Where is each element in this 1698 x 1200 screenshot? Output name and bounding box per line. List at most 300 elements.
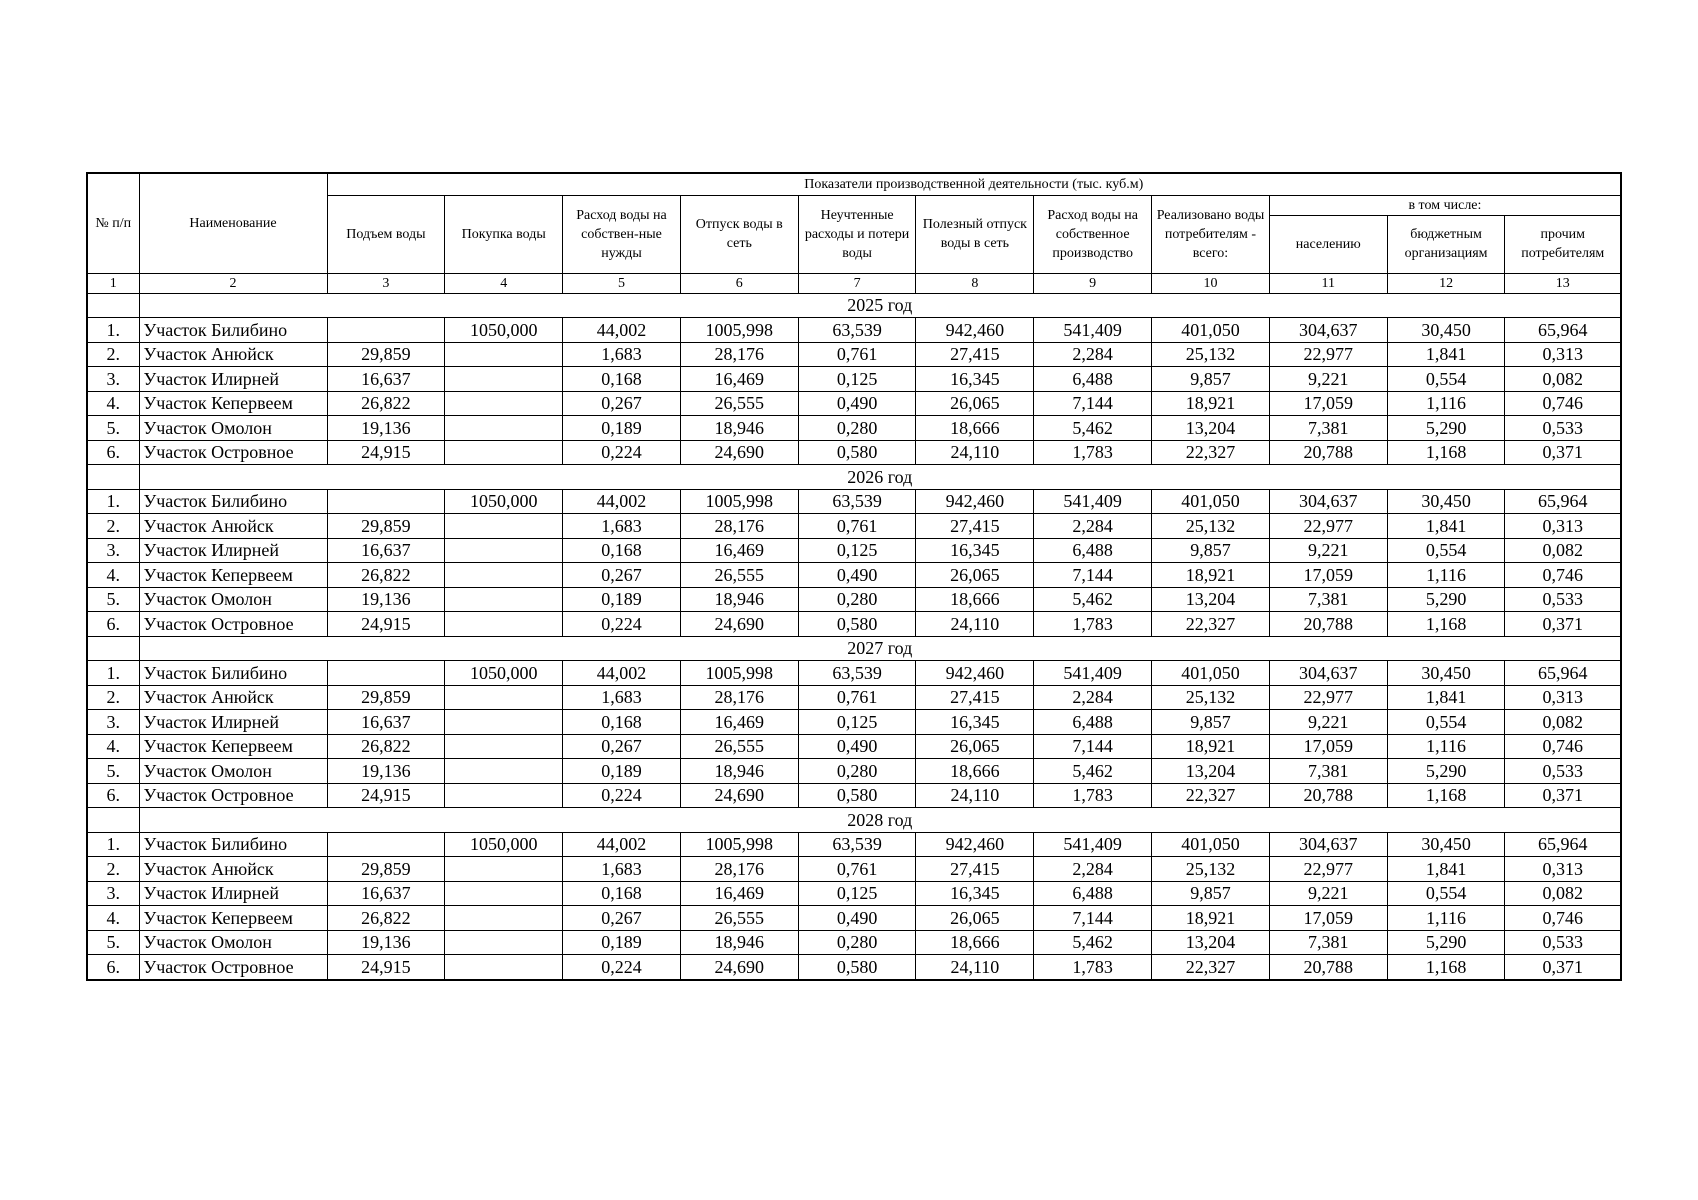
value-cell: 22,977 xyxy=(1269,514,1387,539)
value-cell: 5,290 xyxy=(1387,759,1505,784)
value-cell: 44,002 xyxy=(563,489,681,514)
value-cell: 0,168 xyxy=(563,538,681,563)
value-cell: 6,488 xyxy=(1034,710,1152,735)
site-name: Участок Омолон xyxy=(139,930,327,955)
header-name: Наименование xyxy=(139,173,327,273)
value-cell xyxy=(445,710,563,735)
value-cell: 24,915 xyxy=(327,612,445,637)
row-number: 3. xyxy=(87,881,139,906)
value-cell: 0,533 xyxy=(1505,930,1621,955)
value-cell: 1,168 xyxy=(1387,783,1505,808)
value-cell: 24,915 xyxy=(327,955,445,980)
value-cell: 1,841 xyxy=(1387,342,1505,367)
value-cell: 5,290 xyxy=(1387,930,1505,955)
value-cell: 18,946 xyxy=(680,416,798,441)
row-number: 2. xyxy=(87,514,139,539)
row-number: 1. xyxy=(87,318,139,343)
site-name: Участок Анюйск xyxy=(139,342,327,367)
header-col-6: Отпуск воды в сеть xyxy=(680,195,798,273)
table-row xyxy=(87,440,1621,465)
value-cell xyxy=(327,489,445,514)
value-cell: 942,460 xyxy=(916,661,1034,686)
value-cell: 65,964 xyxy=(1505,832,1621,857)
value-cell xyxy=(445,563,563,588)
table-row xyxy=(87,685,1621,710)
value-cell: 0,371 xyxy=(1505,612,1621,637)
value-cell: 0,280 xyxy=(798,416,916,441)
year-row xyxy=(87,808,1621,833)
row-number: 3. xyxy=(87,710,139,735)
value-cell: 0,554 xyxy=(1387,538,1505,563)
row-number: 6. xyxy=(87,955,139,980)
value-cell: 13,204 xyxy=(1152,587,1270,612)
value-cell: 16,637 xyxy=(327,881,445,906)
row-number: 1. xyxy=(87,832,139,857)
table-row xyxy=(87,489,1621,514)
column-number: 11 xyxy=(1269,273,1387,293)
value-cell: 24,110 xyxy=(916,612,1034,637)
value-cell: 1,116 xyxy=(1387,906,1505,931)
row-number: 5. xyxy=(87,759,139,784)
table-row xyxy=(87,514,1621,539)
value-cell: 17,059 xyxy=(1269,734,1387,759)
value-cell: 22,977 xyxy=(1269,685,1387,710)
row-number: 2. xyxy=(87,685,139,710)
value-cell: 28,176 xyxy=(680,514,798,539)
year-label: 2026 год xyxy=(139,465,1621,490)
value-cell: 44,002 xyxy=(563,318,681,343)
value-cell: 22,327 xyxy=(1152,440,1270,465)
value-cell: 7,381 xyxy=(1269,587,1387,612)
site-name: Участок Билибино xyxy=(139,832,327,857)
table-row xyxy=(87,710,1621,735)
value-cell: 0,746 xyxy=(1505,563,1621,588)
value-cell xyxy=(445,734,563,759)
value-cell: 0,125 xyxy=(798,710,916,735)
value-cell: 5,290 xyxy=(1387,416,1505,441)
value-cell: 16,345 xyxy=(916,538,1034,563)
value-cell: 6,488 xyxy=(1034,881,1152,906)
value-cell: 0,554 xyxy=(1387,710,1505,735)
value-cell: 0,371 xyxy=(1505,783,1621,808)
value-cell: 25,132 xyxy=(1152,857,1270,882)
value-cell xyxy=(445,514,563,539)
column-number: 6 xyxy=(680,273,798,293)
value-cell: 0,313 xyxy=(1505,342,1621,367)
header-col-4: Покупка воды xyxy=(445,195,563,273)
row-number: 5. xyxy=(87,416,139,441)
value-cell: 24,690 xyxy=(680,955,798,980)
value-cell: 0,189 xyxy=(563,759,681,784)
site-name: Участок Омолон xyxy=(139,759,327,784)
header-col-5: Расход воды на собствен-ные нужды xyxy=(563,195,681,273)
value-cell: 2,284 xyxy=(1034,857,1152,882)
year-row-spacer xyxy=(87,465,139,490)
table-row xyxy=(87,367,1621,392)
value-cell: 9,857 xyxy=(1152,881,1270,906)
value-cell: 24,915 xyxy=(327,440,445,465)
value-cell: 0,761 xyxy=(798,514,916,539)
value-cell: 1,683 xyxy=(563,685,681,710)
value-cell: 44,002 xyxy=(563,661,681,686)
value-cell: 1,841 xyxy=(1387,514,1505,539)
value-cell: 9,221 xyxy=(1269,367,1387,392)
value-cell: 65,964 xyxy=(1505,661,1621,686)
header-col-3: Подъем воды xyxy=(327,195,445,273)
value-cell: 0,267 xyxy=(563,906,681,931)
value-cell: 16,637 xyxy=(327,367,445,392)
value-cell: 0,125 xyxy=(798,881,916,906)
value-cell: 1,783 xyxy=(1034,955,1152,980)
value-cell: 17,059 xyxy=(1269,391,1387,416)
value-cell: 0,313 xyxy=(1505,514,1621,539)
value-cell: 16,469 xyxy=(680,881,798,906)
value-cell: 6,488 xyxy=(1034,538,1152,563)
value-cell: 18,946 xyxy=(680,930,798,955)
value-cell: 942,460 xyxy=(916,832,1034,857)
value-cell xyxy=(445,612,563,637)
value-cell: 24,690 xyxy=(680,612,798,637)
value-cell: 5,462 xyxy=(1034,930,1152,955)
value-cell: 1,168 xyxy=(1387,612,1505,637)
column-number: 1 xyxy=(87,273,139,293)
row-number: 6. xyxy=(87,783,139,808)
value-cell: 0,746 xyxy=(1505,734,1621,759)
value-cell: 0,554 xyxy=(1387,367,1505,392)
value-cell: 7,381 xyxy=(1269,416,1387,441)
row-number: 1. xyxy=(87,489,139,514)
column-number: 3 xyxy=(327,273,445,293)
column-number-row xyxy=(87,273,1621,293)
value-cell: 942,460 xyxy=(916,318,1034,343)
year-label: 2027 год xyxy=(139,636,1621,661)
value-cell: 29,859 xyxy=(327,685,445,710)
production-indicators-table xyxy=(86,172,1622,981)
value-cell: 24,110 xyxy=(916,955,1034,980)
value-cell xyxy=(445,955,563,980)
table-row xyxy=(87,881,1621,906)
value-cell: 9,857 xyxy=(1152,710,1270,735)
value-cell: 13,204 xyxy=(1152,416,1270,441)
year-label: 2028 год xyxy=(139,808,1621,833)
value-cell: 26,065 xyxy=(916,734,1034,759)
header-num: № п/п xyxy=(87,173,139,273)
site-name: Участок Илирней xyxy=(139,710,327,735)
table-header xyxy=(87,173,1621,293)
value-cell: 30,450 xyxy=(1387,318,1505,343)
value-cell: 63,539 xyxy=(798,489,916,514)
table-body xyxy=(87,293,1621,980)
value-cell: 26,555 xyxy=(680,906,798,931)
value-cell: 401,050 xyxy=(1152,661,1270,686)
site-name: Участок Илирней xyxy=(139,367,327,392)
table-row xyxy=(87,857,1621,882)
value-cell: 1,168 xyxy=(1387,955,1505,980)
value-cell: 0,082 xyxy=(1505,538,1621,563)
header-col-10: Реализовано воды потребителям - всего: xyxy=(1152,195,1270,273)
value-cell xyxy=(445,685,563,710)
value-cell: 0,313 xyxy=(1505,857,1621,882)
value-cell: 27,415 xyxy=(916,514,1034,539)
value-cell: 6,488 xyxy=(1034,367,1152,392)
value-cell: 1005,998 xyxy=(680,489,798,514)
value-cell: 0,580 xyxy=(798,612,916,637)
table-row xyxy=(87,391,1621,416)
value-cell: 20,788 xyxy=(1269,440,1387,465)
value-cell: 65,964 xyxy=(1505,489,1621,514)
header-col-13: прочим потребителям xyxy=(1505,215,1621,273)
value-cell: 1,841 xyxy=(1387,685,1505,710)
value-cell: 1050,000 xyxy=(445,832,563,857)
row-number: 2. xyxy=(87,342,139,367)
site-name: Участок Кепервеем xyxy=(139,906,327,931)
value-cell xyxy=(327,661,445,686)
value-cell: 18,666 xyxy=(916,759,1034,784)
value-cell: 26,822 xyxy=(327,906,445,931)
table-row xyxy=(87,930,1621,955)
value-cell: 16,469 xyxy=(680,538,798,563)
column-number: 5 xyxy=(563,273,681,293)
value-cell: 0,082 xyxy=(1505,881,1621,906)
value-cell: 0,267 xyxy=(563,563,681,588)
value-cell: 0,490 xyxy=(798,734,916,759)
value-cell: 20,788 xyxy=(1269,612,1387,637)
value-cell xyxy=(445,587,563,612)
table-row xyxy=(87,759,1621,784)
value-cell: 0,168 xyxy=(563,710,681,735)
value-cell xyxy=(445,759,563,784)
value-cell: 20,788 xyxy=(1269,955,1387,980)
value-cell xyxy=(445,416,563,441)
value-cell: 65,964 xyxy=(1505,318,1621,343)
value-cell: 9,221 xyxy=(1269,538,1387,563)
value-cell: 18,666 xyxy=(916,416,1034,441)
value-cell xyxy=(445,857,563,882)
value-cell: 1050,000 xyxy=(445,661,563,686)
site-name: Участок Кепервеем xyxy=(139,391,327,416)
value-cell: 0,224 xyxy=(563,783,681,808)
value-cell: 0,371 xyxy=(1505,440,1621,465)
year-row xyxy=(87,293,1621,318)
value-cell: 1005,998 xyxy=(680,318,798,343)
value-cell: 0,189 xyxy=(563,587,681,612)
value-cell: 25,132 xyxy=(1152,342,1270,367)
value-cell: 0,189 xyxy=(563,930,681,955)
site-name: Участок Билибино xyxy=(139,489,327,514)
header-col-12: бюджетным организациям xyxy=(1387,215,1505,273)
value-cell: 27,415 xyxy=(916,857,1034,882)
value-cell: 541,409 xyxy=(1034,832,1152,857)
column-number: 8 xyxy=(916,273,1034,293)
value-cell: 1,683 xyxy=(563,857,681,882)
value-cell: 0,168 xyxy=(563,881,681,906)
value-cell: 1,168 xyxy=(1387,440,1505,465)
table-row xyxy=(87,318,1621,343)
value-cell: 541,409 xyxy=(1034,661,1152,686)
value-cell: 1005,998 xyxy=(680,832,798,857)
value-cell: 0,280 xyxy=(798,759,916,784)
value-cell: 19,136 xyxy=(327,759,445,784)
value-cell: 1,783 xyxy=(1034,783,1152,808)
row-number: 6. xyxy=(87,440,139,465)
value-cell: 0,189 xyxy=(563,416,681,441)
value-cell: 29,859 xyxy=(327,857,445,882)
site-name: Участок Островное xyxy=(139,612,327,637)
value-cell: 27,415 xyxy=(916,685,1034,710)
value-cell xyxy=(445,881,563,906)
value-cell: 26,555 xyxy=(680,391,798,416)
value-cell: 16,637 xyxy=(327,710,445,735)
value-cell: 0,082 xyxy=(1505,710,1621,735)
value-cell: 18,921 xyxy=(1152,734,1270,759)
value-cell: 0,280 xyxy=(798,930,916,955)
year-row-spacer xyxy=(87,636,139,661)
site-name: Участок Островное xyxy=(139,783,327,808)
value-cell: 1,116 xyxy=(1387,563,1505,588)
site-name: Участок Илирней xyxy=(139,538,327,563)
value-cell: 30,450 xyxy=(1387,661,1505,686)
value-cell: 20,788 xyxy=(1269,783,1387,808)
column-number: 9 xyxy=(1034,273,1152,293)
value-cell: 22,327 xyxy=(1152,612,1270,637)
header-subgroup-title: в том числе: xyxy=(1269,195,1621,215)
value-cell: 0,125 xyxy=(798,538,916,563)
value-cell: 9,221 xyxy=(1269,710,1387,735)
value-cell: 0,371 xyxy=(1505,955,1621,980)
value-cell: 7,144 xyxy=(1034,391,1152,416)
value-cell: 25,132 xyxy=(1152,685,1270,710)
row-number: 4. xyxy=(87,734,139,759)
value-cell: 7,381 xyxy=(1269,759,1387,784)
value-cell: 26,065 xyxy=(916,563,1034,588)
value-cell: 7,144 xyxy=(1034,906,1152,931)
value-cell: 541,409 xyxy=(1034,318,1152,343)
value-cell: 0,580 xyxy=(798,440,916,465)
column-number: 10 xyxy=(1152,273,1270,293)
year-row xyxy=(87,465,1621,490)
value-cell: 22,327 xyxy=(1152,783,1270,808)
site-name: Участок Островное xyxy=(139,955,327,980)
column-number: 13 xyxy=(1505,273,1621,293)
value-cell: 63,539 xyxy=(798,318,916,343)
row-number: 5. xyxy=(87,930,139,955)
value-cell: 0,313 xyxy=(1505,685,1621,710)
site-name: Участок Илирней xyxy=(139,881,327,906)
value-cell: 5,462 xyxy=(1034,416,1152,441)
value-cell xyxy=(445,367,563,392)
value-cell: 0,554 xyxy=(1387,881,1505,906)
value-cell: 1005,998 xyxy=(680,661,798,686)
site-name: Участок Билибино xyxy=(139,318,327,343)
value-cell: 28,176 xyxy=(680,342,798,367)
value-cell: 24,915 xyxy=(327,783,445,808)
value-cell: 22,327 xyxy=(1152,955,1270,980)
value-cell: 0,746 xyxy=(1505,391,1621,416)
value-cell: 541,409 xyxy=(1034,489,1152,514)
value-cell: 0,761 xyxy=(798,342,916,367)
value-cell: 26,555 xyxy=(680,734,798,759)
value-cell: 7,144 xyxy=(1034,734,1152,759)
header-col-8: Полезный отпуск воды в сеть xyxy=(916,195,1034,273)
value-cell: 30,450 xyxy=(1387,489,1505,514)
value-cell: 16,345 xyxy=(916,710,1034,735)
value-cell: 18,946 xyxy=(680,587,798,612)
value-cell: 29,859 xyxy=(327,342,445,367)
value-cell: 0,490 xyxy=(798,906,916,931)
value-cell xyxy=(327,832,445,857)
site-name: Участок Омолон xyxy=(139,587,327,612)
value-cell: 1,841 xyxy=(1387,857,1505,882)
column-number: 2 xyxy=(139,273,327,293)
value-cell: 19,136 xyxy=(327,930,445,955)
value-cell: 0,224 xyxy=(563,612,681,637)
value-cell: 16,345 xyxy=(916,367,1034,392)
value-cell: 16,469 xyxy=(680,710,798,735)
value-cell: 0,580 xyxy=(798,783,916,808)
column-number: 12 xyxy=(1387,273,1505,293)
value-cell: 13,204 xyxy=(1152,930,1270,955)
header-col-7: Неучтенные расходы и потери воды xyxy=(798,195,916,273)
value-cell: 13,204 xyxy=(1152,759,1270,784)
value-cell: 30,450 xyxy=(1387,832,1505,857)
value-cell: 304,637 xyxy=(1269,318,1387,343)
value-cell: 1050,000 xyxy=(445,489,563,514)
value-cell: 9,857 xyxy=(1152,538,1270,563)
row-number: 6. xyxy=(87,612,139,637)
value-cell: 1,783 xyxy=(1034,612,1152,637)
value-cell: 18,666 xyxy=(916,587,1034,612)
value-cell: 18,921 xyxy=(1152,563,1270,588)
site-name: Участок Анюйск xyxy=(139,514,327,539)
value-cell: 9,221 xyxy=(1269,881,1387,906)
value-cell: 63,539 xyxy=(798,832,916,857)
value-cell: 0,168 xyxy=(563,367,681,392)
value-cell: 22,977 xyxy=(1269,342,1387,367)
table-row xyxy=(87,734,1621,759)
value-cell: 18,666 xyxy=(916,930,1034,955)
value-cell: 24,690 xyxy=(680,783,798,808)
value-cell: 401,050 xyxy=(1152,832,1270,857)
row-number: 3. xyxy=(87,367,139,392)
table-row xyxy=(87,832,1621,857)
row-number: 5. xyxy=(87,587,139,612)
site-name: Участок Островное xyxy=(139,440,327,465)
table-row xyxy=(87,955,1621,980)
value-cell: 0,267 xyxy=(563,734,681,759)
value-cell: 19,136 xyxy=(327,587,445,612)
year-label: 2025 год xyxy=(139,293,1621,318)
value-cell: 0,125 xyxy=(798,367,916,392)
year-row-spacer xyxy=(87,808,139,833)
site-name: Участок Анюйск xyxy=(139,685,327,710)
value-cell: 0,761 xyxy=(798,685,916,710)
value-cell: 2,284 xyxy=(1034,342,1152,367)
table-row xyxy=(87,661,1621,686)
value-cell: 26,065 xyxy=(916,906,1034,931)
value-cell xyxy=(445,440,563,465)
value-cell: 19,136 xyxy=(327,416,445,441)
value-cell: 304,637 xyxy=(1269,661,1387,686)
value-cell: 5,462 xyxy=(1034,759,1152,784)
value-cell: 0,533 xyxy=(1505,587,1621,612)
value-cell: 22,977 xyxy=(1269,857,1387,882)
site-name: Участок Анюйск xyxy=(139,857,327,882)
column-number: 7 xyxy=(798,273,916,293)
row-number: 2. xyxy=(87,857,139,882)
value-cell: 304,637 xyxy=(1269,832,1387,857)
site-name: Участок Омолон xyxy=(139,416,327,441)
value-cell: 401,050 xyxy=(1152,489,1270,514)
